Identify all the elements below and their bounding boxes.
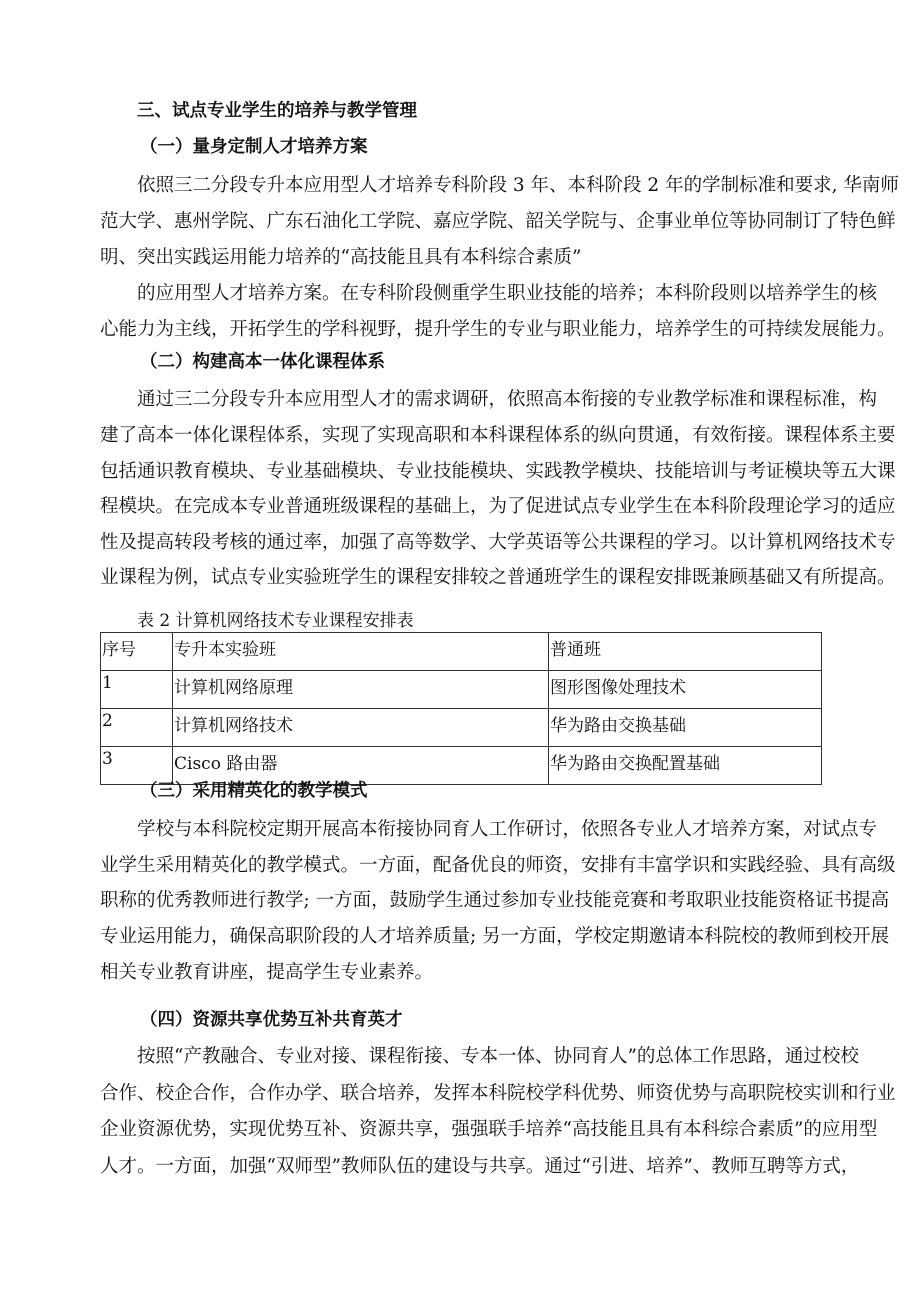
table-caption: 表 2 计算机网络技术专业课程安排表 [137,611,414,631]
table-row [101,709,822,747]
paragraph-line: 业学生采用精英化的教学模式。一方面，配备优良的师资，安排有丰富学识和实践经验、具有高级 [100,855,896,876]
header-cell: 普通班 [549,633,822,671]
subsection-4-title: （四）资源共享优势互补共育英才 [140,1010,403,1030]
paragraph-line: 按照“产教融合、专业对接、课程衔接、专本一体、协同育人”的总体工作思路，通过校校 [137,1046,859,1067]
subsection-2-title: （二）构建高本一体化课程体系 [140,352,385,372]
paragraph-line: 合作、校企合作，合作办学、联合培养，发挥本科院校学科优势、师资优势与高职院校实训和行业 [100,1083,896,1104]
table-cell: 华为路由交换基础 [549,709,822,747]
table-cell: 3 [101,747,173,785]
paragraph-line: 人才。一方面，加强“双师型”教师队伍的建设与共享。通过“引进、培养”、教师互聘等方式， [100,1156,860,1177]
paragraph-line: 学校与本科院校定期开展高本衔接协同育人工作研讨，依照各专业人才培养方案，对试点专 [137,819,878,840]
table-cell: 2 [101,709,173,747]
subsection-3-title: （三）采用精英化的教学模式 [140,781,368,801]
paragraph-line: 建了高本一体化课程体系，实现了实现高职和本科课程体系的纵向贯通，有效衔接。课程体系主要 [100,425,896,446]
table-cell: 计算机网络原理 [173,671,549,709]
paragraph-line: 企业资源优势，实现优势互补、资源共享，强强联手培养“高技能且具有本科综合素质”的应用型 [100,1119,878,1140]
course-table [100,632,822,785]
section-title: 三、试点专业学生的培养与教学管理 [137,101,417,121]
table-cell: 华为路由交换配置基础 [549,747,822,785]
paragraph-line: 通过三二分段专升本应用型人才的需求调研，依照高本衔接的专业教学标准和课程标准，构 [137,389,878,410]
table-header-row [101,633,822,671]
subsection-1-title: （一）量身定制人才培养方案 [140,137,368,157]
paragraph-line: 明、突出实践运用能力培养的“高技能且具有本科综合素质” [100,247,582,268]
paragraph-line: 业课程为例，试点专业实验班学生的课程安排较之普通班学生的课程安排既兼顾基础又有所提高。 [100,567,896,588]
paragraph-line: 程模块。在完成本专业普通班级课程的基础上，为了促进试点专业学生在本科阶段理论学习的适应 [100,496,896,517]
paragraph-line: 的应用型人才培养方案。在专科阶段侧重学生职业技能的培养；本科阶段则以培养学生的核 [137,283,878,304]
header-cell: 序号 [101,633,173,671]
paragraph-line: 依照三二分段专升本应用型人才培养专科阶段 3 年、本科阶段 2 年的学制标准和要求, 华南师 [137,175,899,196]
table-cell: Cisco 路由器 [173,747,549,785]
table-cell: 图形图像处理技术 [549,671,822,709]
table-row [101,671,822,709]
paragraph-line: 职称的优秀教师进行教学; 一方面，鼓励学生通过参加专业技能竞赛和考取职业技能资格证书提高 [100,890,890,911]
paragraph-line: 心能力为主线，开拓学生的学科视野，提升学生的专业与职业能力，培养学生的可持续发展能力。 [100,319,896,340]
paragraph-line: 范大学、惠州学院、广东石油化工学院、嘉应学院、韶关学院与、企事业单位等协同制订了特色鲜 [100,211,896,232]
paragraph-line: 专业运用能力，确保高职阶段的人才培养质量; 另一方面，学校定期邀请本科院校的教师到校开展 [100,926,890,947]
paragraph-line: 包括通识教育模块、专业基础模块、专业技能模块、实践教学模块、技能培训与考证模块等五大课 [100,461,896,482]
paragraph-line: 性及提高转段考核的通过率，加强了高等数学、大学英语等公共课程的学习。以计算机网络技术专 [100,532,896,553]
paragraph-line: 相关专业教育讲座，提高学生专业素养。 [100,962,434,983]
header-cell: 专升本实验班 [173,633,549,671]
table-cell: 计算机网络技术 [173,709,549,747]
table-cell: 1 [101,671,173,709]
